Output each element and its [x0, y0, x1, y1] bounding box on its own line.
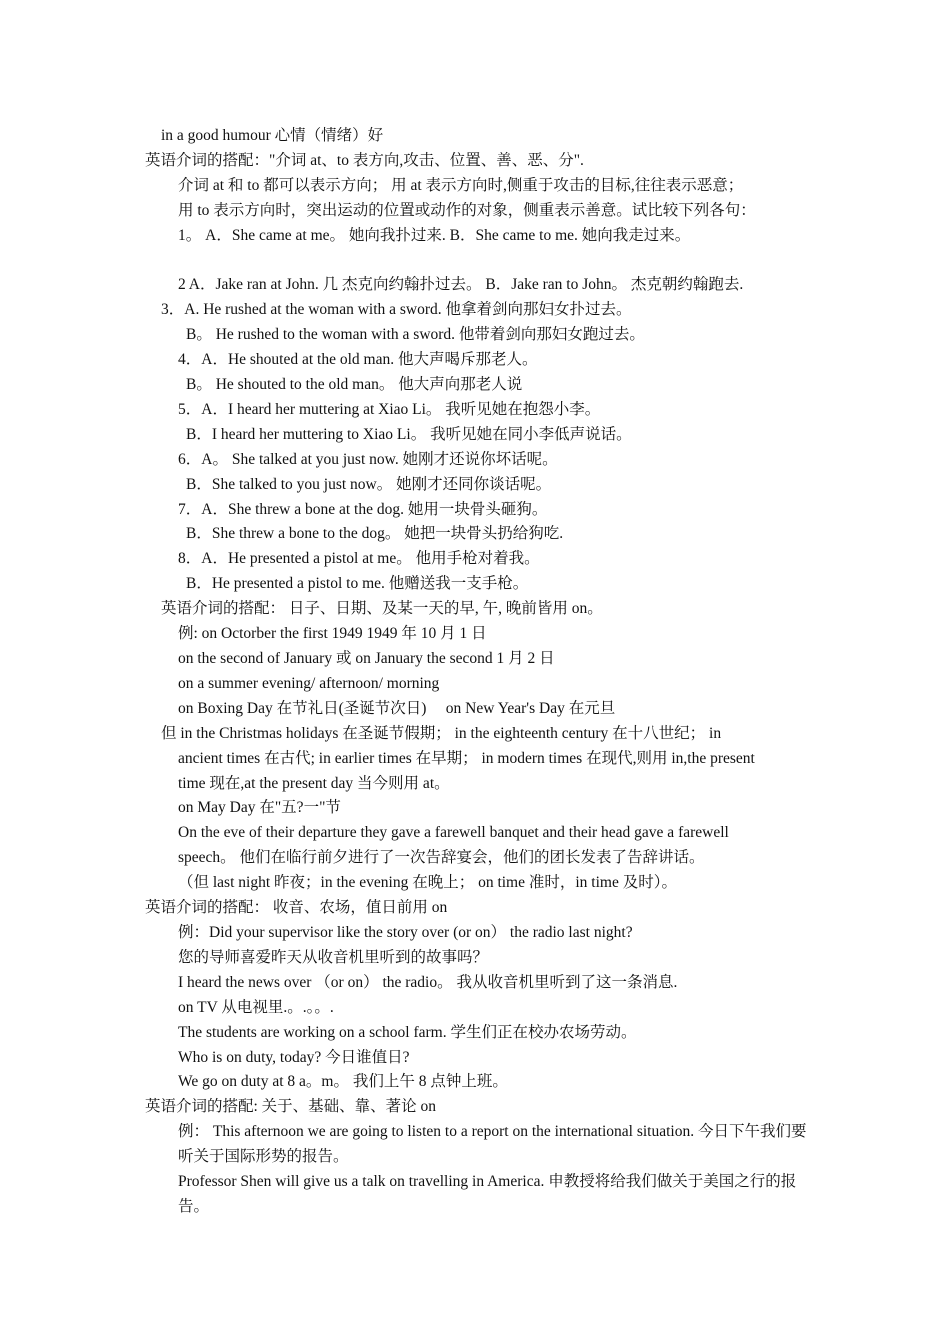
text-line: on Boxing Day 在节礼日(圣诞节次日) on New Year's Day 在元旦: [178, 699, 616, 717]
section-heading: 英语介词的搭配："介词 at、to 表方向,攻击、位置、善、恶、分".: [145, 151, 584, 169]
example-item: 8．A．He presented a pistol at me。 他用手枪对着我。: [178, 550, 540, 568]
text-line: speech。 他们在临行前夕进行了一次告辞宴会，他们的团长发表了告辞讲话。: [178, 849, 705, 867]
text-line: Who is on duty, today? 今日谁值日?: [178, 1048, 410, 1066]
text-paragraph: Professor Shen will give us a talk on travelling in America. 申教授将给我们做关于美国之行的报告。: [178, 1173, 797, 1215]
example-item: 1。 A．She came at me。 她向我扑过来. B．She came to me. 她向我走过来。: [178, 226, 691, 244]
text-paragraph: 例： This afternoon we are going to listen to a report on the international situation. 今日下午我们要听关于国际形势的报告。: [178, 1123, 807, 1166]
text-line: on a summer evening/ afternoon/ morning: [178, 674, 440, 692]
example-item: B．He presented a pistol to me. 他赠送我一支手枪。: [186, 575, 529, 593]
text-line: I heard the news over （or on） the radio。 我从收音机里听到了这一条消息.: [178, 973, 678, 991]
section-heading: 英语介词的搭配： 收音、农场，值日前用 on: [145, 899, 448, 917]
text-line: 例：Did your supervisor like the story over (or on） the radio last night?: [178, 923, 633, 941]
text-line: We go on duty at 8 a。m。 我们上午 8 点钟上班。: [178, 1073, 508, 1091]
example-item: B．She threw a bone to the dog。 她把一块骨头扔给狗吃.: [186, 525, 564, 543]
example-item: 6．A。 She talked at you just now. 她刚才还说你坏话呢。: [178, 450, 558, 468]
text-line: in a good humour 心情（情绪）好: [161, 127, 384, 144]
text-line: 用 to 表示方向时，突出运动的位置或动作的对象，侧重表示善意。试比较下列各句：: [178, 201, 756, 219]
text-line: 但 in the Christmas holidays 在圣诞节假期； in the eighteenth century 在十八世纪； in: [161, 724, 722, 742]
section-heading: 英语介词的搭配: 关于、基础、靠、著论 on: [145, 1098, 437, 1116]
example-item: B。 He rushed to the woman with a sword. 他带着剑向那妇女跑过去。: [186, 326, 645, 344]
blank-line: [0, 249, 950, 274]
text-line: 例: on Octorber the first 1949 1949 年 10 月 1 日: [178, 625, 487, 643]
text-line: time 现在,at the present day 当今则用 at。: [178, 774, 450, 792]
example-item: 2 A．Jake ran at John. 几 杰克向约翰扑过去。 B．Jake ran to John。 杰克朝约翰跑去.: [178, 276, 744, 294]
example-item: B。 He shouted to the old man。 他大声向那老人说: [186, 376, 523, 394]
example-item: 4．A．He shouted at the old man. 他大声喝斥那老人。: [178, 351, 538, 369]
document-body: [0, 124, 950, 1220]
example-item: 3．A. He rushed at the woman with a sword. 他拿着剑向那妇女扑过去。: [161, 301, 632, 319]
text-line: ancient times 在古代; in earlier times 在早期； in modern times 在现代,则用 in,the present: [178, 749, 755, 767]
example-item: 7．A．She threw a bone at the dog. 她用一块骨头砸狗。: [178, 500, 548, 518]
text-line: on the second of January 或 on January the second 1 月 2 日: [178, 650, 555, 668]
text-line: The students are working on a school farm. 学生们正在校办农场劳动。: [178, 1023, 637, 1041]
text-line: on May Day 在"五?一"节: [178, 799, 341, 817]
text-line: 介词 at 和 to 都可以表示方向； 用 at 表示方向时,侧重于攻击的目标,往往表示恶意；: [178, 176, 744, 194]
text-line: 您的导师喜爱昨天从收音机里听到的故事吗？: [178, 948, 489, 966]
text-line: On the eve of their departure they gave a farewell banquet and their head gave a farewell: [178, 824, 729, 842]
text-line: （但 last night 昨夜；in the evening 在晚上； on time 准时，in time 及时）。: [178, 874, 677, 892]
example-item: B．She talked to you just now。 她刚才还同你谈话呢。: [186, 475, 552, 493]
section-heading: 英语介词的搭配： 日子、日期、及某一天的早, 午, 晚前皆用 on。: [161, 600, 603, 618]
example-item: B．I heard her muttering to Xiao Li。 我听见她在同小李低声说话。: [186, 425, 632, 443]
text-line: on TV 从电视里.。.。。.: [178, 998, 334, 1016]
example-item: 5．A．I heard her muttering at Xiao Li。 我听见她在抱怨小李。: [178, 400, 601, 418]
